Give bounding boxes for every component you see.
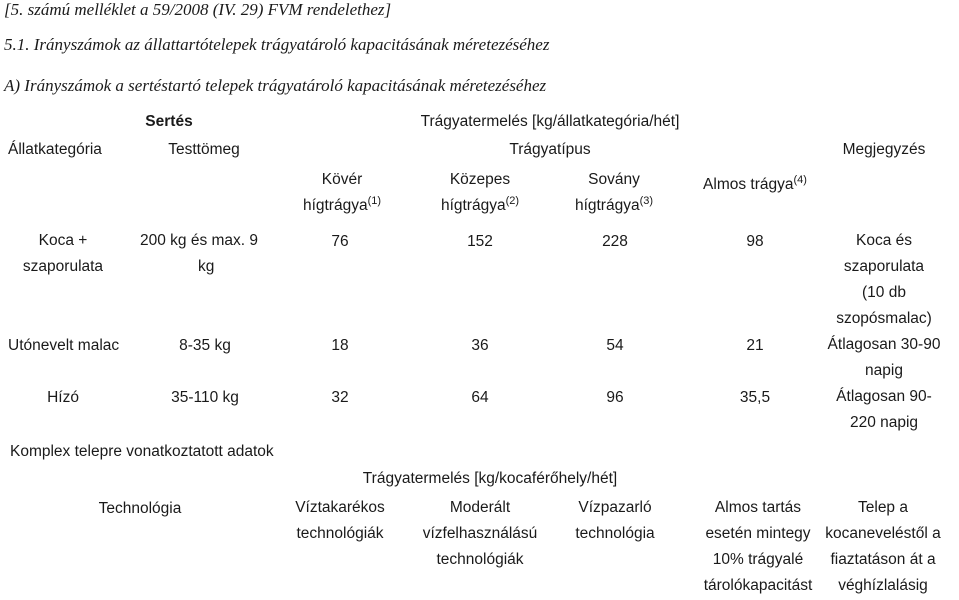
row-sow-note: Koca és szaporulata (10 db szopósmalac) [836, 232, 932, 327]
row-fattener-value-bedded: 35,5 [739, 389, 771, 406]
row-sow-weight: 200 kg és max. 9 kg [140, 232, 259, 275]
row-sow-value-fat: 76 [331, 233, 349, 250]
row-fattener-value-lean: 96 [606, 389, 624, 406]
section-title-a: A) Irányszámok a sertéstartó telepek trágyatároló kapacitásának méretezéséhez [4, 76, 547, 95]
type-label: hígtrágya$^{(1)}$ [302, 195, 382, 214]
header-weight: Testtömeg [168, 141, 240, 158]
row-fattener-weight: 35-110 kg [171, 389, 239, 406]
tech-moderate-water: Moderált vízfelhasználású technológiák [422, 499, 538, 568]
header-group-label: Sertés [145, 113, 193, 130]
type-label: Kövér [321, 171, 363, 188]
row-fattener-category: Hízó [47, 389, 79, 406]
row-sow-category: Koca + szaporulata [22, 232, 104, 275]
header-notes: Megjegyzés [842, 141, 926, 158]
tech-full-cycle-site: Telep a kocaneveléstől a fiaztatáson át a véghízlalásig [825, 499, 941, 594]
complex-manure-header: Trágyatermelés [kg/kocaférőhely/hét] [362, 470, 618, 487]
row-sow-value-bedded: 98 [746, 233, 764, 250]
type-fat-slurry [282, 167, 402, 219]
row-weaner-value-lean: 54 [606, 337, 624, 354]
row-sow-value-medium: 152 [467, 233, 493, 250]
type-medium-slurry [420, 167, 540, 219]
type-label: hígtrágya$^{(3)}$ [574, 195, 654, 214]
row-weaner-value-medium: 36 [471, 337, 489, 354]
row-weaner-value-fat: 18 [331, 337, 349, 354]
technology-label: Technológia [98, 500, 182, 517]
tech-water-saving: Víztakarékos technológiák [295, 499, 385, 542]
row-weaner-category: Utónevelt malac [8, 337, 120, 354]
row-weaner-weight: 8-35 kg [179, 337, 231, 354]
header-manure-type: Trágyatípus [509, 141, 591, 158]
type-label: Közepes [449, 171, 511, 188]
header-category: Állatkategória [8, 141, 102, 158]
row-fattener-note: Átlagosan 90- 220 napig [836, 388, 932, 431]
tech-bedded-keeping: Almos tartás esetén mintegy 10% trágyalé tárolókapacitást [703, 499, 813, 594]
row-fattener-value-medium: 64 [471, 389, 489, 406]
row-sow-value-lean: 228 [602, 233, 628, 250]
type-lean-slurry [554, 167, 674, 219]
regulation-reference: [5. számú melléklet a 59/2008 (IV. 29) FVM rendelethez] [4, 0, 392, 19]
row-fattener-value-fat: 32 [331, 389, 349, 406]
section-title-5-1: 5.1. Irányszámok az állattartótelepek trágyatároló kapacitásának méretezéséhez [4, 35, 550, 54]
row-weaner-note: Átlagosan 30-90 napig [827, 336, 941, 379]
type-label: Sovány [588, 171, 640, 188]
tech-water-wasting: Vízpazarló technológia [575, 499, 655, 542]
type-bedded-manure: Almos trágya$^{(4)}$ [703, 174, 807, 193]
complex-site-label: Komplex telepre vonatkoztatott adatok [10, 443, 274, 460]
row-weaner-value-bedded: 21 [746, 337, 764, 354]
type-label: hígtrágya$^{(2)}$ [440, 195, 520, 214]
header-manure-production: Trágyatermelés [kg/állatkategória/hét] [420, 113, 680, 130]
